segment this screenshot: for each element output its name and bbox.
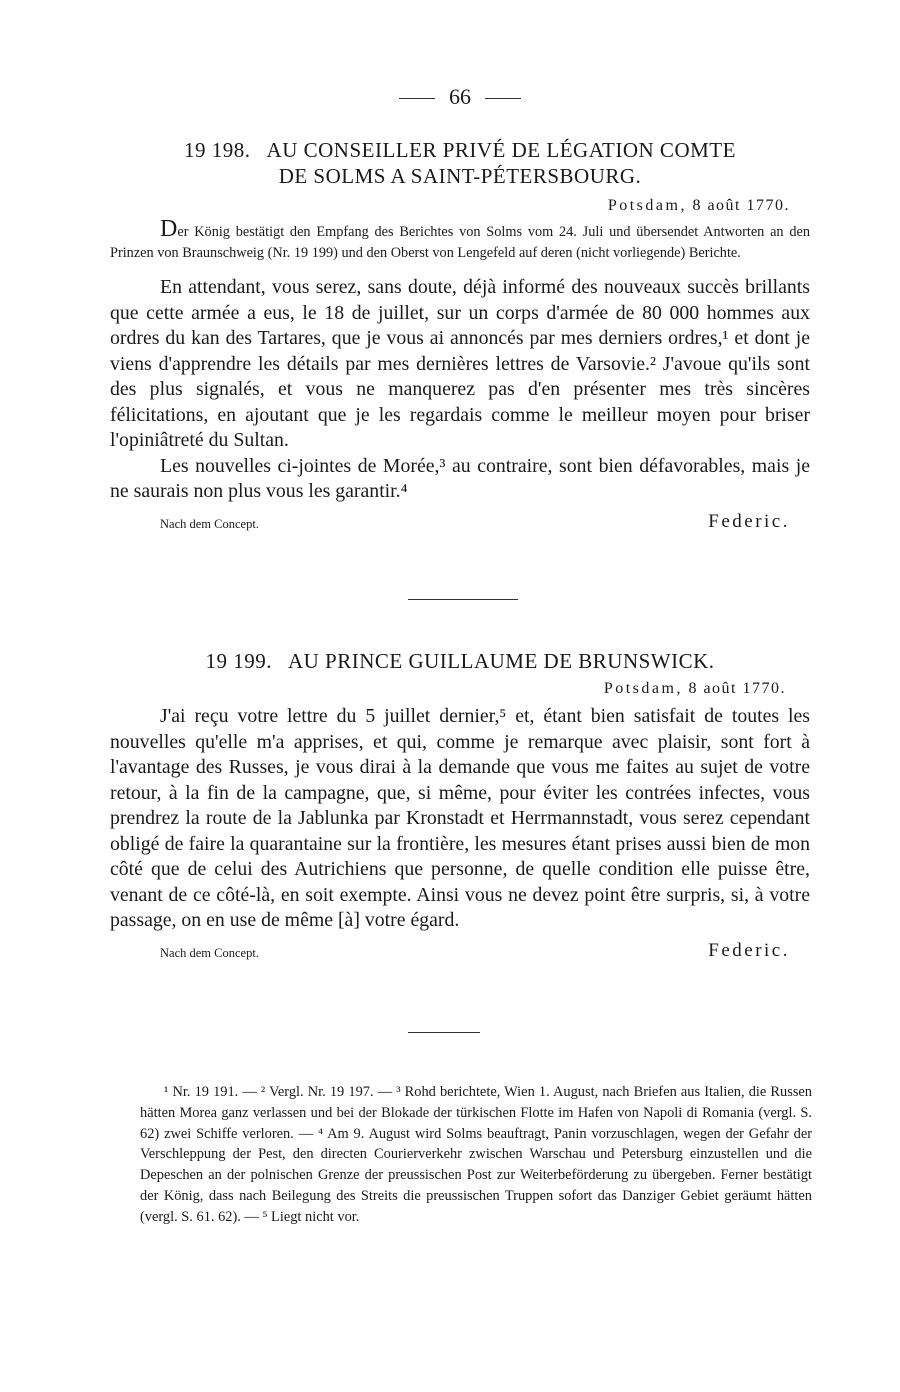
letter-number: 19 198. <box>184 138 251 162</box>
letter-number: 19 199. <box>205 649 272 673</box>
signature: Federic. <box>708 939 790 961</box>
letter-19199 <box>110 648 810 966</box>
paragraph-2: Les nouvelles ci-jointes de Morée,³ au contraire, sont bien défavorables, mais je ne saurais non plus vous les garantir.⁴ <box>110 454 810 502</box>
letter-footer <box>110 940 810 966</box>
footnotes <box>140 1082 812 1228</box>
source-note: Nach dem Concept. <box>160 945 259 960</box>
letter-title: AU PRINCE GUILLAUME DE BRUNSWICK. <box>287 649 715 673</box>
dash-right <box>485 98 521 99</box>
letter-date: Potsdam, 8 août 1770. <box>607 197 790 214</box>
letter-heading <box>110 648 810 674</box>
letter-title-line1: AU CONSEILLER PRIVÉ DE LÉGATION COMTE <box>266 138 736 162</box>
letter-body <box>110 275 810 505</box>
letter-summary: Der König bestätigt den Empfang des Berichtes von Solms vom 24. Juli und übersendet Antworten an den Prinzen von Braunschweig (Nr. 19 199) und den Oberst von Lengefeld auf deren (nicht vorliegende) Berichte. <box>110 216 810 261</box>
letter-body <box>110 704 810 934</box>
letter-19198 <box>110 137 810 537</box>
paragraph-1: J'ai reçu votre lettre du 5 juillet dernier,⁵ et, étant bien satisfait de toutes les nouvelles qu'elle m'a apprises, et qui, comme je remarque avec plaisir, sont fort à l'avantage des Russes, je vous dirai à la demande que vous me faites au sujet de votre retour, à la fin de la campagne, que, si même, pour éviter les contrées infectes, vous prendrez la route de la Jablunka par Kronstadt et Herrmannstadt, vous serez cependant obligé de faire la quarantaine sur la frontière, les mesures étant prises aussi bien de mon côté que de celui des Autrichiens que personne, de quelle condition elle puisse être, venant de ce côté-là, en soit exempte. Ainsi vous ne devez point être surpris, si, à votre passage, on en use de même [à] votre égard. <box>110 705 810 931</box>
letter-date: Potsdam, 8 août 1770. <box>603 680 786 697</box>
separator-rule-short <box>408 1032 480 1033</box>
source-note: Nach dem Concept. <box>160 516 259 531</box>
letter-heading <box>110 137 810 189</box>
dash-left <box>399 98 435 99</box>
page-number: 66 <box>110 84 810 110</box>
summary-initial: D <box>160 216 178 242</box>
letter-footer <box>110 511 810 537</box>
document-page <box>110 0 810 1392</box>
signature: Federic. <box>708 510 790 532</box>
letter-title-line2: DE SOLMS A SAINT-PÉTERSBOURG. <box>278 164 642 188</box>
paragraph-1: En attendant, vous serez, sans doute, déjà informé des nouveaux succès brillants que cette armée a eus, le 18 de juillet, sur un corps d'armée de 80 000 hommes aux ordres du kan des Tartares, que je vous ai annoncés par mes derniers ordres,¹ et dont je viens d'apprendre les détails par mes dernières lettres de Varsovie.² J'avoue qu'ils sont des plus signalés, et vous ne manquerez pas d'en présenter mes très sincères félicitations, en ajoutant que je les regardais comme le meilleur moyen pour briser l'opiniâtreté du Sultan. <box>110 276 810 451</box>
separator-rule <box>408 599 518 600</box>
footnote-text: ¹ Nr. 19 191. — ² Vergl. Nr. 19 197. — ³ Rohd berichtete, Wien 1. August, nach Briefen aus Italien, die Russen hätten Morea ganz verlassen und bei der Blokade der türkischen Flotte im Hafen von Napoli di Romania (vergl. S. 62) zwei Schiffe verloren. — ⁴ Am 9. August wird Solms beauftragt, Panin vorzuschlagen, wegen der Gefahr der Verschleppung der Pest, den directen Courierverkehr zwischen Warschau und Petersburg einzustellen und die Depeschen an der polnischen Grenze der preussischen Post zur Weiterbeförderung zu übergeben. Ferner bestätigt der König, dass nach Beilegung des Streits die preussischen Truppen sofort das Danziger Gebiet geräumt hätten (vergl. S. 61. 62). — ⁵ Liegt nicht vor. <box>140 1084 812 1225</box>
